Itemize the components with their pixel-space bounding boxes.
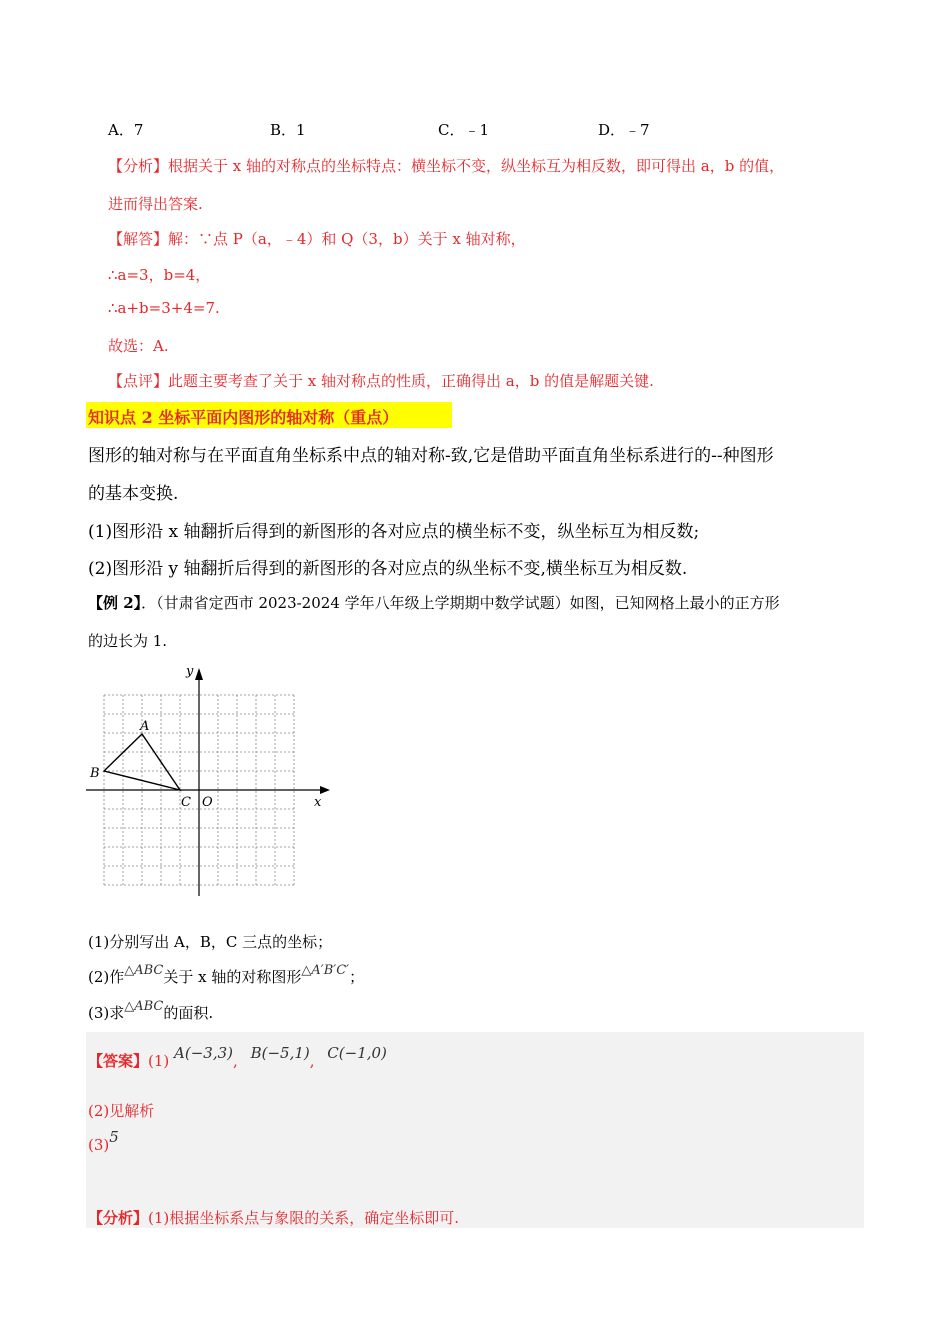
q3-triangle: △ABC <box>124 999 164 1014</box>
comment-line <box>108 370 654 391</box>
kp-body-line-2: 的基本变换. <box>88 484 179 504</box>
option-b: B．1 <box>270 121 306 139</box>
kp-rule-1: (1)图形沿 x 轴翻折后得到的新图形的各对应点的横坐标不变，纵坐标互为相反数; <box>88 522 700 542</box>
example-line-2: 的边长为 1. <box>88 632 168 650</box>
example-line-1 <box>88 592 780 613</box>
x-axis-arrow <box>320 786 330 794</box>
q2-middle: 关于 x 轴的对称图形 <box>163 968 302 986</box>
comment-tag: 【点评】 <box>108 372 169 390</box>
analysis-2-tag: 【分析】 <box>88 1209 149 1227</box>
analysis-line-2: 进而得出答案. <box>108 195 203 213</box>
option-d: D．﹣7 <box>598 121 650 139</box>
q2-prefix: (2)作 <box>88 968 125 986</box>
point-a-label: A <box>140 719 150 734</box>
option-c: C．﹣1 <box>438 121 490 139</box>
answer-part-1: (1) <box>148 1052 170 1070</box>
solution-text: 解：∵点 P（a，﹣4）和 Q（3，b）关于 x 轴对称， <box>168 230 526 248</box>
answer-area: 5 <box>109 1128 119 1146</box>
solution-tag: 【解答】 <box>108 230 169 248</box>
y-axis-label: y <box>186 664 194 679</box>
answer-line-1 <box>88 1044 387 1071</box>
q2-end: ； <box>349 968 365 986</box>
q2-triangle-prime: △A′B′C′ <box>301 963 350 978</box>
x-axis-label: x <box>314 795 322 810</box>
answer-comma-1: , <box>233 1052 238 1070</box>
question-2 <box>88 963 365 987</box>
answer-point-c: C(−1,0) <box>327 1044 387 1062</box>
example-text: ．（甘肃省定西市 2023-2024 学年八年级上学期期中数学试题）如图，已知网格上最小的正方形 <box>141 594 780 612</box>
q3-end: 的面积. <box>163 1004 214 1022</box>
y-axis-arrow <box>195 668 203 680</box>
analysis-line-1 <box>108 155 784 176</box>
answer-point-a: A(−3,3) <box>174 1044 234 1062</box>
answer-part-3: (3) <box>88 1136 110 1154</box>
question-3 <box>88 999 214 1023</box>
solution-line-2: ∴a=3，b=4， <box>108 266 211 284</box>
question-1: (1)分别写出 A，B，C 三点的坐标； <box>88 933 333 951</box>
example-tag: 【例 2】 <box>88 594 142 612</box>
kp-body-line-1: 图形的轴对称与在平面直角坐标系中点的轴对称-致,它是借助平面直角坐标系进行的--种图形 <box>88 446 774 466</box>
analysis-text: 根据关于 x 轴的对称点的坐标特点：横坐标不变，纵坐标互为相反数，即可得出 a，b 的值， <box>168 157 785 175</box>
q2-triangle: △ABC <box>124 963 164 978</box>
comment-text: 此题主要考查了关于 x 轴对称点的性质，正确得出 a，b 的值是解题关键. <box>168 372 654 390</box>
q3-prefix: (3)求 <box>88 1004 125 1022</box>
answer-line-2: (2)见解析 <box>88 1102 155 1120</box>
option-a: A．7 <box>108 121 144 139</box>
answer-tag: 【答案】 <box>88 1052 149 1070</box>
knowledge-point-title: 知识点 2 坐标平面内图形的轴对称（重点） <box>88 408 399 427</box>
answer-comma-2: , <box>309 1052 315 1070</box>
analysis-2-line <box>88 1207 459 1228</box>
analysis-2-text: (1)根据坐标系点与象限的关系，确定坐标即可. <box>148 1209 460 1227</box>
answer-point-b: B(−5,1) <box>250 1044 310 1062</box>
coordinate-grid-figure <box>80 660 340 900</box>
point-b-label: B <box>90 766 100 781</box>
solution-line-3: ∴a+b=3+4=7. <box>108 299 220 317</box>
origin-label: O <box>202 795 213 810</box>
kp-rule-2: (2)图形沿 y 轴翻折后得到的新图形的各对应点的纵坐标不变,横坐标互为相反数. <box>88 559 688 579</box>
solution-line-1 <box>108 228 526 249</box>
answer-line-3 <box>88 1128 119 1154</box>
analysis-tag: 【分析】 <box>108 157 169 175</box>
point-c-label: C <box>181 795 191 810</box>
solution-line-4: 故选：A. <box>108 337 169 355</box>
triangle-abc <box>104 734 180 790</box>
